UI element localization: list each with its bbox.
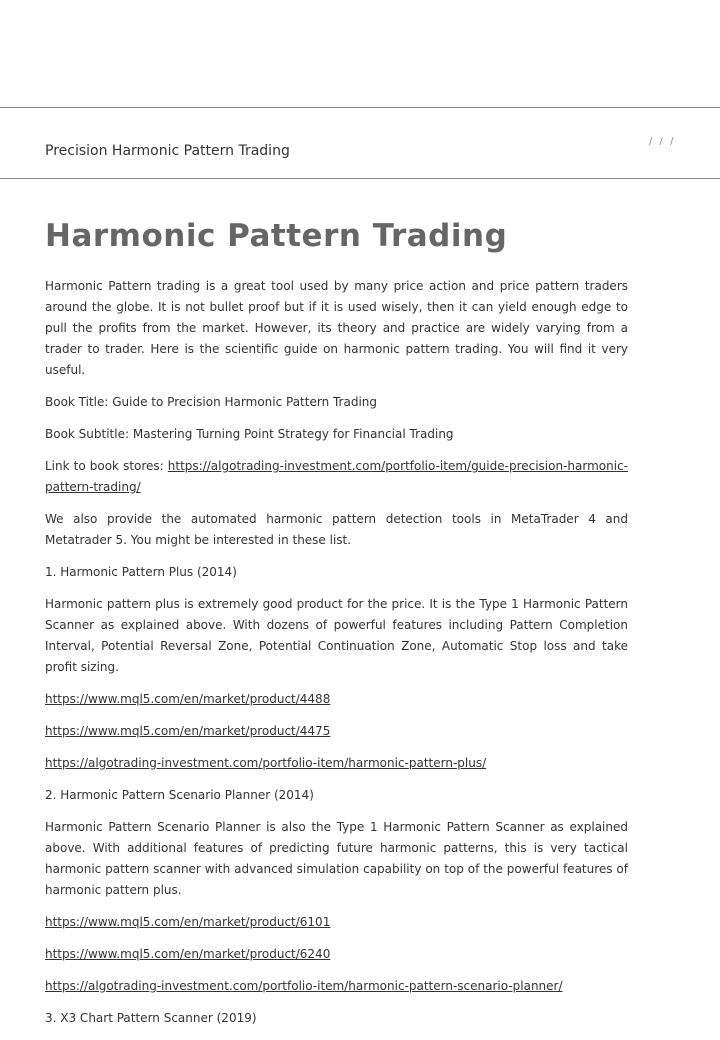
product-link[interactable]: https://algotrading-investment.com/portfolio-item/harmonic-pattern-plus/ xyxy=(45,756,487,770)
book-stores-label: Link to book stores: xyxy=(45,459,168,473)
product-link-row xyxy=(45,912,628,933)
header-bottom-divider xyxy=(0,178,720,179)
product-link[interactable]: https://www.mql5.com/en/market/product/6240 xyxy=(45,947,331,961)
product-description-harmonic-pattern-plus: Harmonic pattern plus is extremely good product for the price. It is the Type 1 Harmonic Pattern Scanner as explained above. With dozens of powerful features including Pattern Completion Interval, Potential Reversal Zone, Potential Continuation Zone, Automatic Stop loss and take profit sizing. xyxy=(45,597,628,674)
product-heading-scenario-planner: 2. Harmonic Pattern Scenario Planner (2014) xyxy=(45,788,314,802)
breadcrumb-slashes: / / / xyxy=(649,136,676,147)
product-heading-harmonic-pattern-plus: 1. Harmonic Pattern Plus (2014) xyxy=(45,565,237,579)
article-heading: Harmonic Pattern Trading xyxy=(45,218,508,254)
article-body xyxy=(45,212,628,1040)
product-link[interactable]: https://algotrading-investment.com/portfolio-item/harmonic-pattern-scenario-planner/ xyxy=(45,979,563,993)
product-heading-x3-chart-pattern-scanner: 3. X3 Chart Pattern Scanner (2019) xyxy=(45,1011,257,1025)
book-stores-line xyxy=(45,456,628,498)
product-link-row xyxy=(45,976,628,997)
header-top-divider xyxy=(0,107,720,108)
book-stores-link[interactable]: https://algotrading-investment.com/portfolio-item/guide-precision-harmonic-pattern-trading/ xyxy=(45,459,628,494)
book-subtitle: Book Subtitle: Mastering Turning Point Strategy for Financial Trading xyxy=(45,427,454,441)
product-link-row xyxy=(45,944,628,965)
tools-intro: We also provide the automated harmonic pattern detection tools in MetaTrader 4 and Metatrader 5. You might be interested in these list. xyxy=(45,512,628,547)
site-title[interactable]: Precision Harmonic Pattern Trading xyxy=(45,143,290,159)
product-link-row xyxy=(45,689,628,710)
product-link[interactable]: https://www.mql5.com/en/market/product/4488 xyxy=(45,692,331,706)
product-link[interactable]: https://www.mql5.com/en/market/product/6101 xyxy=(45,915,331,929)
product-link-row xyxy=(45,721,628,742)
book-title: Book Title: Guide to Precision Harmonic Pattern Trading xyxy=(45,395,378,409)
intro-paragraph: Harmonic Pattern trading is a great tool used by many price action and price pattern traders around the globe. It is not bullet proof but if it is used wisely, then it can yield enough edge to pull the profits from the market. However, its theory and practice are widely varying from a trader to trader. Here is the scientific guide on harmonic pattern trading. You will find it very useful. xyxy=(45,279,628,377)
product-description-scenario-planner: Harmonic Pattern Scenario Planner is also the Type 1 Harmonic Pattern Scanner as explained above. With additional features of predicting future harmonic patterns, this is very tactical harmonic pattern scanner with advanced simulation capability on top of the powerful features of harmonic pattern plus. xyxy=(45,820,628,897)
product-link[interactable]: https://www.mql5.com/en/market/product/4475 xyxy=(45,724,331,738)
product-link-row xyxy=(45,753,628,774)
